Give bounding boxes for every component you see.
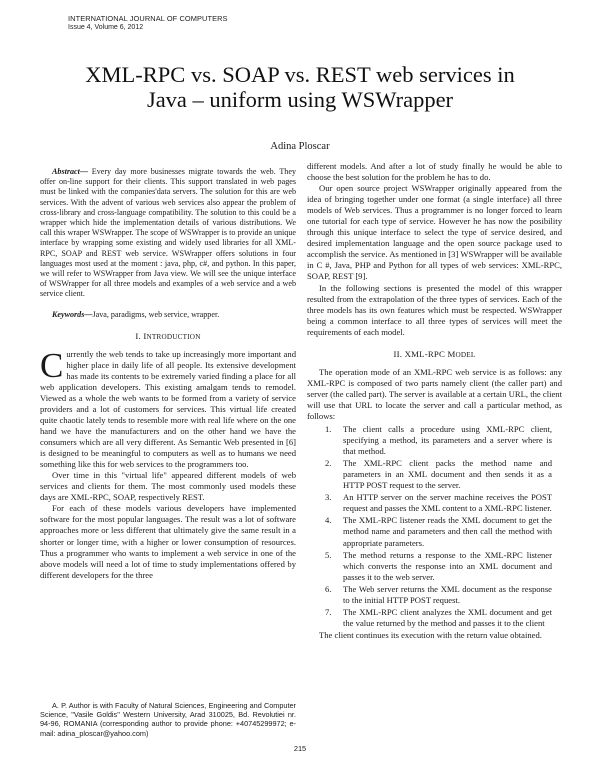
journal-header (68, 14, 228, 31)
list-item: 7. The XML-RPC client analyzes the XML document and get the value returned by the method and passes it to the client (325, 606, 552, 628)
section-heading-xml-rpc: II. XML-RPC MODEL (393, 348, 476, 359)
section-heading-introduction: I. INTRODUCTION (135, 330, 201, 341)
right-paragraph-2: Our open source project WSWrapper originally appeared from the idea of bringing together under one format (a single interface) all three models of Web services. Thus a programmer is no longer forced to learn one tutorial for each type of service. However he has now the posibility through this unique interface to select the type of service desired, and desired implementation language and the open source package used to accomplish the service. As mentioned in [3] WSWrapper will be available in C #, Java, PHP and Python for all types of web services: XML-RPC, SOAP, REST [9]. (307, 183, 562, 282)
journal-issue: Issue 4, Volume 6, 2012 (68, 24, 144, 31)
title-line-1: XML-RPC vs. SOAP vs. REST web services in (85, 62, 515, 87)
paper-title (40, 62, 560, 112)
list-item: 2. The XML-RPC client packs the method name and parameters in an XML document and then sends it as a HTTP POST request to the server. (325, 458, 552, 491)
list-item: 3. An HTTP server on the server machine receives the POST request and passes the XML content to a XML-RPC listener. (325, 492, 552, 514)
drop-cap: C (40, 345, 64, 385)
footnote: A. P. Author is with Faculty of Natural Sciences, Engineering and Computer Science, "Vasile Goldis" Western University, Arad 310025, Bd. Revolutiei nr. 94-96, ROMANIA (corresponding author to provide phone: +40745299972; e-mail: adina_ploscar@yahoo.com) (40, 701, 296, 738)
intro-paragraph-3: For each of these models various developers have implemented software for the most popular languages. The result was a lot of software approaches more or less different that ultimately give the same result in a shorter or longer time, with a higher or lower consumption of resources. Thus a programmer who wants to implement a web service in one of the above models will need a lot of time to study implementations offered by different developers for the three (40, 503, 296, 580)
right-column (307, 161, 562, 641)
keywords-label: Keywords— (52, 309, 93, 319)
keywords-text: Java, paradigms, web service, wrapper. (92, 309, 220, 319)
list-item: 5. The method returns a response to the XML-RPC listener which converts the response into an XML document and passes it to the web server. (325, 549, 552, 582)
page-number: 215 (293, 744, 307, 753)
xmlrpc-paragraph: The operation mode of an XML-RPC web service is as follows: any XML-RPC is composed of two parts namely client (the caller part) and server (the called part). The server is available at a certain URL, the client will use that URL to locate the server and call a particular method, as follows: (307, 366, 562, 421)
right-paragraph-1: different models. And after a lot of study finally he would be able to choose the best solution for the problem he has to do. (307, 161, 562, 183)
left-column (40, 161, 296, 581)
abstract-label: Abstract— (52, 167, 88, 176)
keywords (40, 309, 296, 320)
list-item: 4. The XML-RPC listener reads the XML document to get the method name and parameters and then call the method with appropriate parameters. (325, 515, 552, 548)
conclusion-paragraph: The client continues its execution with the return value obtained. (319, 629, 542, 640)
abstract (40, 167, 296, 300)
steps-list (307, 424, 562, 629)
list-item: 6. The Web server returns the XML document as the response to the initial HTTP POST request. (325, 583, 552, 605)
journal-name: INTERNATIONAL JOURNAL OF COMPUTERS (68, 14, 228, 23)
author: Adina Ploscar (270, 141, 330, 152)
intro-paragraph-1: Currently the web tends to take up increasingly more important and higher place in daily life of all people. Its extensive development has made its contents to be extremely varied finding a place for all web application developers. This existing amalgam tends to remodel. Viewed as a whole the web wants to be formed from a variety of service providers and a lot of customers for services. This virtual life created quite chaotic lately tends to resemble more with real life where on the one hand we have the manufacturers and on the other hand we have the consumers which are all very different. As Semantic Web presented in [6] is designed to be meaningful to computers as well as to humans we need something like this for web services to the programmers too. (40, 345, 296, 470)
intro-paragraph-2: Over time in this "virtual life" appeared different models of web services and clients for them. The most commonly used models these days are XML-RPC, SOAP, respectively REST. (40, 470, 296, 503)
title-line-2: Java – uniform using WSWrapper (146, 87, 454, 112)
right-paragraph-3: In the following sections is presented the model of this wrapper resulted from the extrapolation of the three types of services. Each of the three models has its own features which must be respected. WSWrapper being a common interface to all three types of services will meet the requirements of each model. (307, 282, 562, 337)
abstract-text: Every day more businesses migrate towards the web. They offer on-line support for their clients. This support translated in web pages must be linked with the companies'data servers. The solution for this are web services. With the advent of various web services also appear the problem of cross-library and cross-language compatibility. The solution to this could be a wrapper which hide the implementation details of various distributions. We call this wraper WSWrapper. The scope of WSWrapper is to provide an unique interface by wrapping some existing and widely used libraries for all XML-RPC, SOAP and REST web service. WSWrapper offers solutions in four languages most used at the moment : java, php, c#, and python. In this paper, we will refer to WSWrapper from Java view. We will see the unique interface of WSWrapper for all three models and examples of a web service and a web service client. (40, 167, 296, 299)
list-item: 1. The client calls a procedure using XML-RPC client, specifying a method, its parameters and a server where is that method. (325, 424, 552, 457)
